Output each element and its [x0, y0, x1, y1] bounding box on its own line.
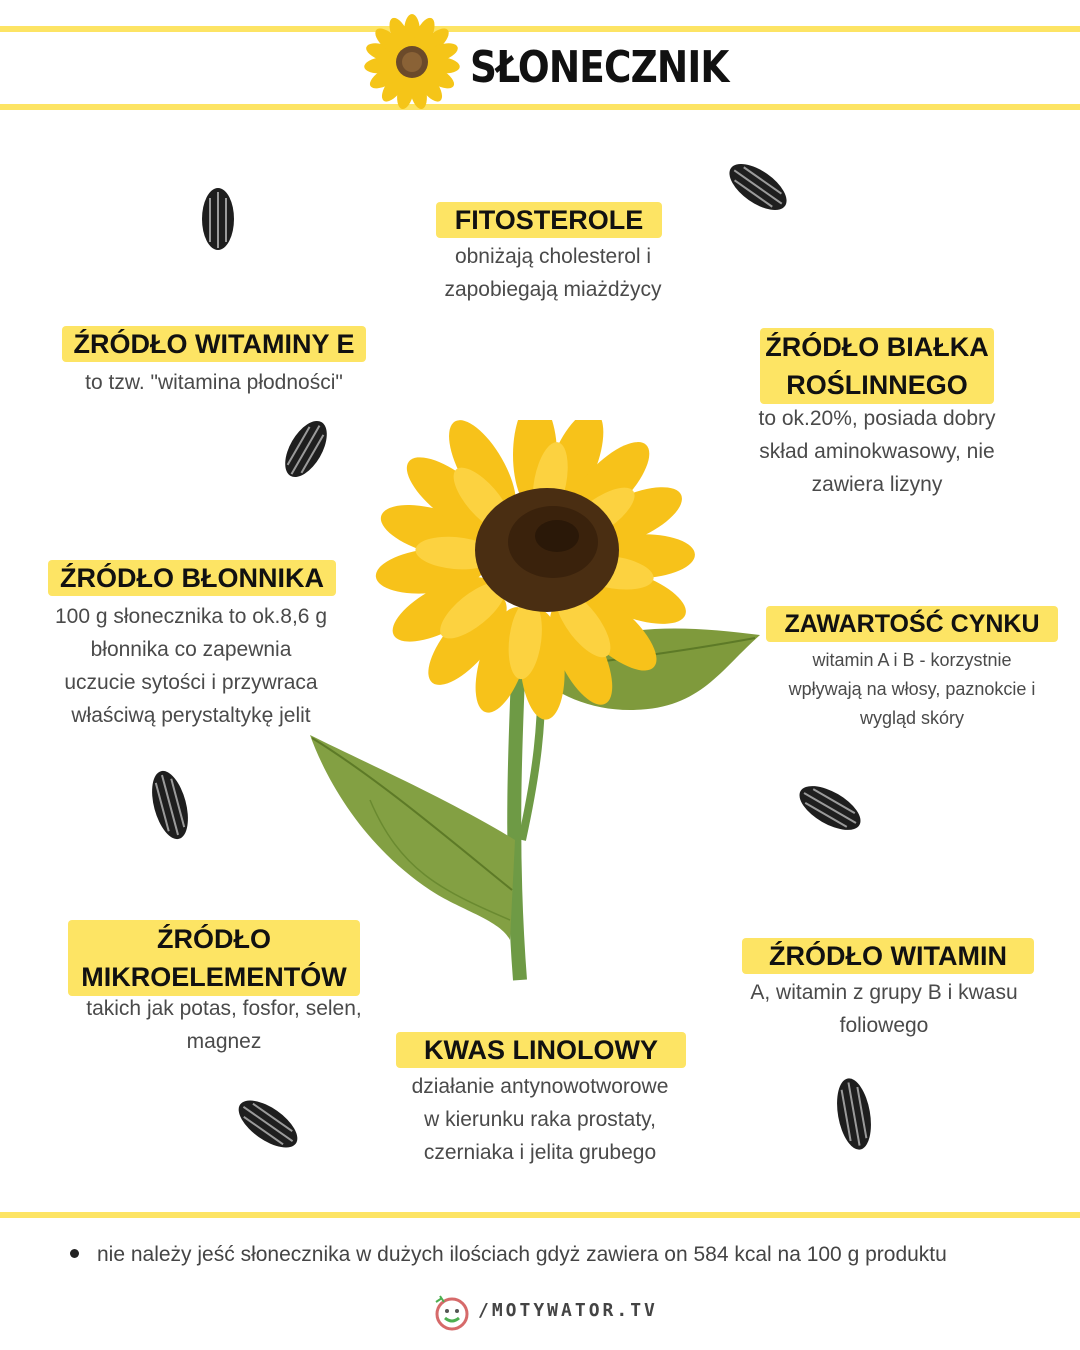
footer-band	[0, 1212, 1080, 1218]
mikroelementy-heading: ŹRÓDŁO MIKROELEMENTÓW	[68, 920, 360, 996]
blonnik-heading: ŹRÓDŁO BŁONNIKA	[48, 560, 336, 596]
mikroelementy-text: takich jak potas, fosfor, selen, magnez	[86, 997, 362, 1053]
cynk-text: witamin A i B - korzystnie wpływają na włosy, paznokcie i wygląd skóry	[788, 650, 1036, 728]
kwas-text: działanie antynowotworowe w kierunku raka prostaty, czerniaka i jelita grubego	[411, 1075, 669, 1164]
witamina-e-text: to tzw. "witamina płodności"	[85, 371, 343, 394]
motywator-logo-icon	[430, 1292, 474, 1332]
header	[0, 20, 1080, 112]
footer-note: nie należy jeść słonecznika w dużych ilościach gdyż zawiera on 584 kcal na 100 g produktu	[70, 1243, 947, 1267]
seed-icon	[198, 186, 238, 252]
seed-icon	[718, 151, 798, 224]
sunflower-icon	[362, 12, 462, 112]
bullet-icon	[70, 1249, 79, 1258]
seed-icon	[141, 764, 199, 846]
bialko-heading: ŹRÓDŁO BIAŁKA ROŚLINNEGO	[760, 328, 994, 404]
page-title: SŁONECZNIK	[470, 42, 729, 93]
witaminy-heading: ŹRÓDŁO WITAMIN	[742, 938, 1034, 974]
bialko-text: to ok.20%, posiada dobry skład aminokwasowy, nie zawiera lizyny	[758, 407, 996, 496]
seed-icon	[789, 773, 871, 844]
fitosterole-heading: FITOSTEROLE	[436, 202, 662, 238]
kwas-heading: KWAS LINOLOWY	[396, 1032, 686, 1068]
fitosterole-text: obniżają cholesterol i zapobiegają miażdżycy	[444, 245, 662, 301]
sunflower-illustration	[300, 420, 780, 990]
witamina-e-heading: ŹRÓDŁO WITAMINY E	[62, 326, 366, 362]
cynk-heading: ZAWARTOŚĆ CYNKU	[766, 606, 1058, 642]
witaminy-text: A, witamin z grupy B i kwasu foliowego	[750, 981, 1018, 1037]
seed-icon	[227, 1087, 309, 1161]
blonnik-text: 100 g słonecznika to ok.8,6 g błonnika co zapewnia uczucie sytości i przywraca właściwą perystaltykę jelit	[54, 605, 327, 727]
seed-icon	[828, 1073, 881, 1155]
brand-name[interactable]: /MOTYWATOR.TV	[478, 1300, 658, 1321]
